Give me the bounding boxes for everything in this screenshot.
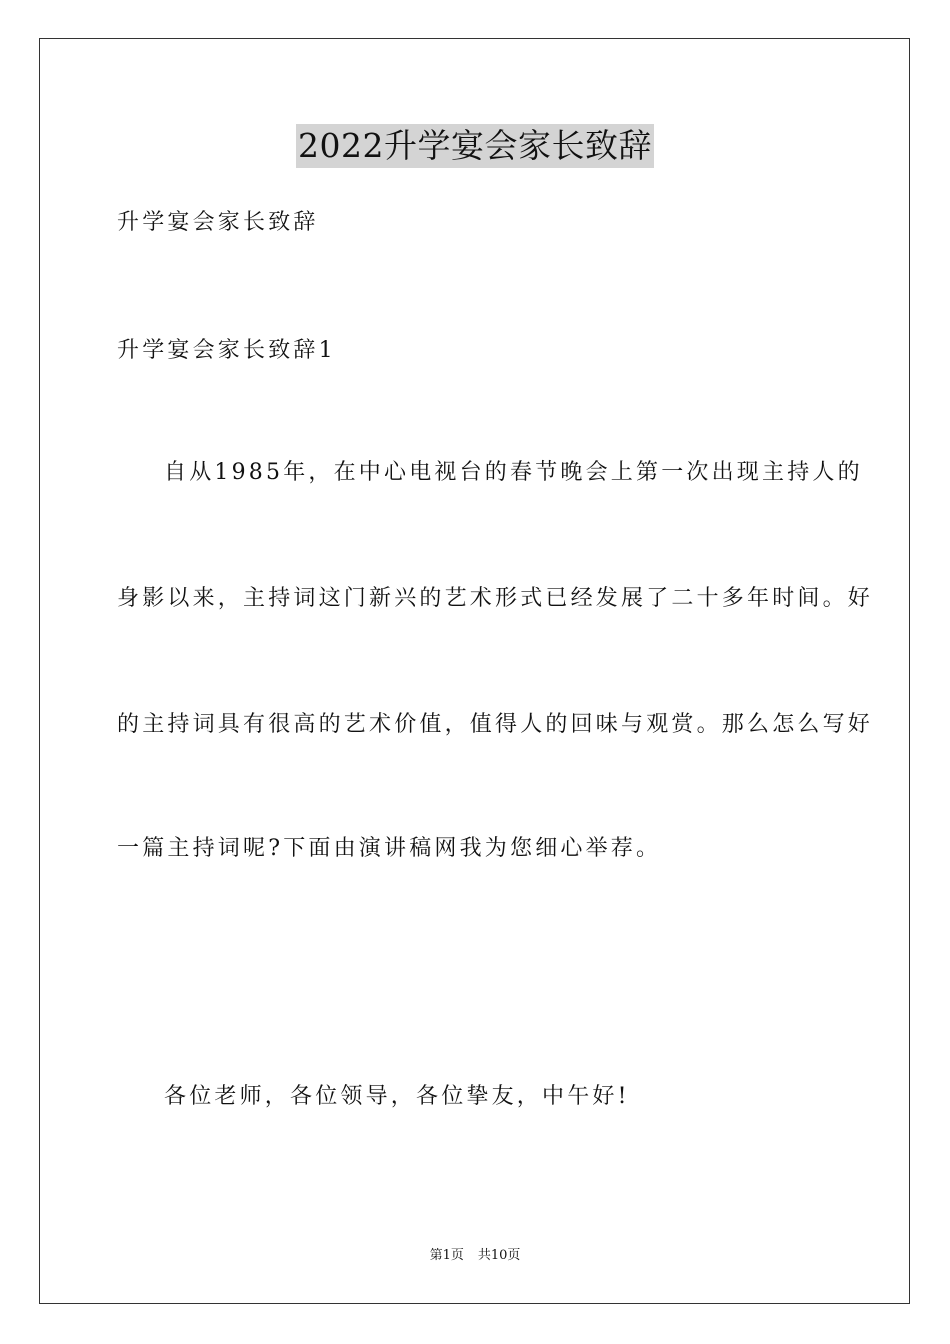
section-heading: 升学宴会家长致辞1 bbox=[117, 338, 336, 363]
document-title: 2022升学宴会家长致辞 bbox=[296, 124, 654, 168]
paragraph-1-line-3: 的主持词具有很高的艺术价值，值得人的回味与观赏。那么怎么写好 bbox=[117, 712, 874, 737]
paragraph-1-line-4: 一篇主持词呢?下面由演讲稿网我为您细心举荐。 bbox=[117, 836, 662, 861]
page-total: 共10页 bbox=[477, 1248, 521, 1263]
page-number: 第1页 bbox=[429, 1248, 464, 1263]
document-subtitle: 升学宴会家长致辞 bbox=[117, 210, 319, 235]
paragraph-2-line-1: 各位老师，各位领导，各位挚友，中午好! bbox=[164, 1084, 630, 1109]
title-container bbox=[0, 124, 950, 168]
paragraph-1-line-2: 身影以来，主持词这门新兴的艺术形式已经发展了二十多年时间。好 bbox=[117, 586, 874, 611]
paragraph-1-line-1: 自从1985年，在中心电视台的春节晚会上第一次出现主持人的 bbox=[164, 460, 863, 485]
page-footer bbox=[0, 1247, 950, 1265]
